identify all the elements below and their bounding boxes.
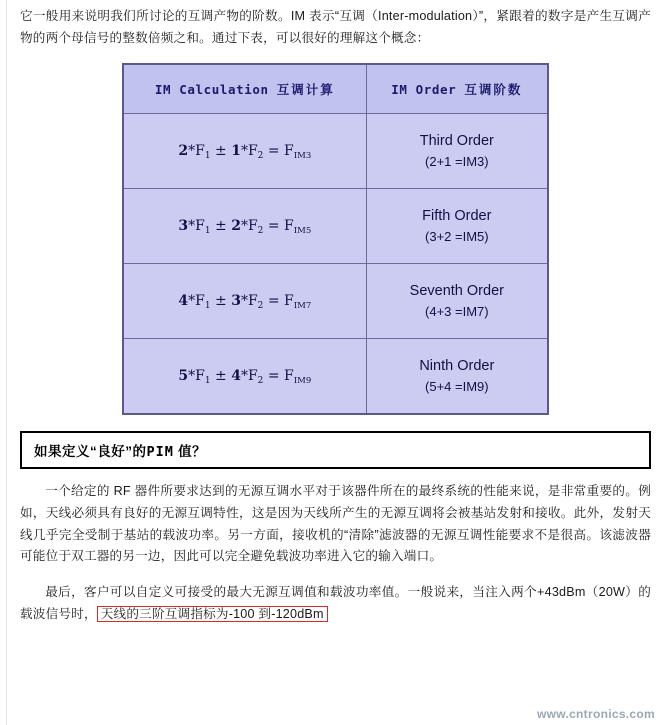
- highlighted-spec: 天线的三阶互调指标为-100 到-120dBm: [97, 606, 328, 622]
- coefficient-2: 3: [231, 293, 241, 310]
- table-row: [123, 264, 548, 339]
- cell-order: [366, 339, 548, 415]
- section-paragraph-2-text: 最后，客户可以自定义可接受的最大无源互调值和载波功率值。一般说来，当注入两个+43dBm（20W）的载波信号时，: [20, 584, 651, 621]
- coefficient-1: 4: [178, 293, 189, 310]
- header-im-calculation: [123, 64, 366, 114]
- cell-order: [366, 189, 548, 264]
- header-im-calculation-cn: 互调计算: [276, 83, 335, 98]
- order-equation: (4+3 =IM7): [425, 304, 489, 320]
- coefficient-2: 4: [231, 368, 241, 385]
- section-paragraph-2: [20, 582, 651, 625]
- cell-order: [366, 114, 548, 189]
- order-equation: (3+2 =IM5): [425, 229, 489, 245]
- table-row: [123, 114, 548, 189]
- intro-paragraph: 它一般用来说明我们所讨论的互调产物的阶数。IM 表示“互调（Inter-modulation）”，紧跟着的数字是产生互调产物的两个母信号的整数倍频之和。通过下表，可以很好的理解这个概念：: [20, 9, 651, 45]
- cell-order: [366, 264, 548, 339]
- cell-calculation: [123, 114, 366, 189]
- site-watermark: www.cntronics.com: [536, 707, 655, 721]
- section-heading: [20, 431, 651, 469]
- result-subscript: IM7: [293, 301, 312, 312]
- order-name: Seventh Order: [409, 282, 504, 299]
- section-heading-term: PIM: [146, 444, 174, 461]
- result-subscript: IM3: [293, 151, 312, 162]
- result-subscript: IM9: [293, 376, 312, 387]
- im-calculation-table: [122, 63, 549, 415]
- calculation-expression: $5*F_1 \pm 4*F_2 = F_{IM9}$: [178, 368, 312, 387]
- section-heading-suffix: 值？: [178, 444, 207, 460]
- order-equation: (2+1 =IM3): [425, 154, 489, 170]
- order-name: Ninth Order: [419, 357, 495, 374]
- coefficient-2: 2: [231, 218, 241, 235]
- table-header-row: [123, 64, 548, 114]
- coefficient-1: 5: [178, 368, 189, 385]
- im-table-wrapper: [20, 63, 651, 415]
- header-im-calculation-en: IM Calculation: [154, 82, 269, 98]
- cell-calculation: [123, 189, 366, 264]
- cell-calculation: [123, 264, 366, 339]
- table-row: [123, 189, 548, 264]
- result-subscript: IM5: [293, 226, 312, 237]
- order-name: Fifth Order: [422, 207, 492, 224]
- coefficient-1: 2: [178, 143, 189, 160]
- order-equation: (5+4 =IM9): [425, 379, 489, 395]
- header-im-order-en: IM Order: [391, 82, 457, 98]
- section-body: [20, 481, 651, 625]
- order-name: Third Order: [419, 132, 494, 149]
- section-paragraph-1: 一个给定的 RF 器件所要求达到的无源互调水平对于该器件所在的最终系统的性能来说，是非常重要的。例如，天线必须具有良好的无源互调特性，这是因为天线所产生的无源互调将会被基站发射和接收。此外，发射天线几乎完全受制于基站的载波功率。另一方面，接收机的“清除”滤波器的无源互调性能要求不是很高。该滤波器可能位于双工器的另一边，因此可以完全避免载波功率进入它的输入端口。: [20, 484, 651, 564]
- section-heading-prefix: 如果定义“良好”的: [34, 444, 147, 460]
- coefficient-1: 3: [178, 218, 189, 235]
- calculation-expression: $2*F_1 \pm 1*F_2 = F_{IM3}$: [178, 143, 312, 162]
- table-row: [123, 339, 548, 415]
- calculation-expression: $3*F_1 \pm 2*F_2 = F_{IM5}$: [178, 218, 312, 237]
- coefficient-2: 1: [231, 143, 241, 160]
- header-im-order: [366, 64, 548, 114]
- header-im-order-cn: 互调阶数: [464, 83, 523, 98]
- calculation-expression: $4*F_1 \pm 3*F_2 = F_{IM7}$: [178, 293, 312, 312]
- cell-calculation: [123, 339, 366, 415]
